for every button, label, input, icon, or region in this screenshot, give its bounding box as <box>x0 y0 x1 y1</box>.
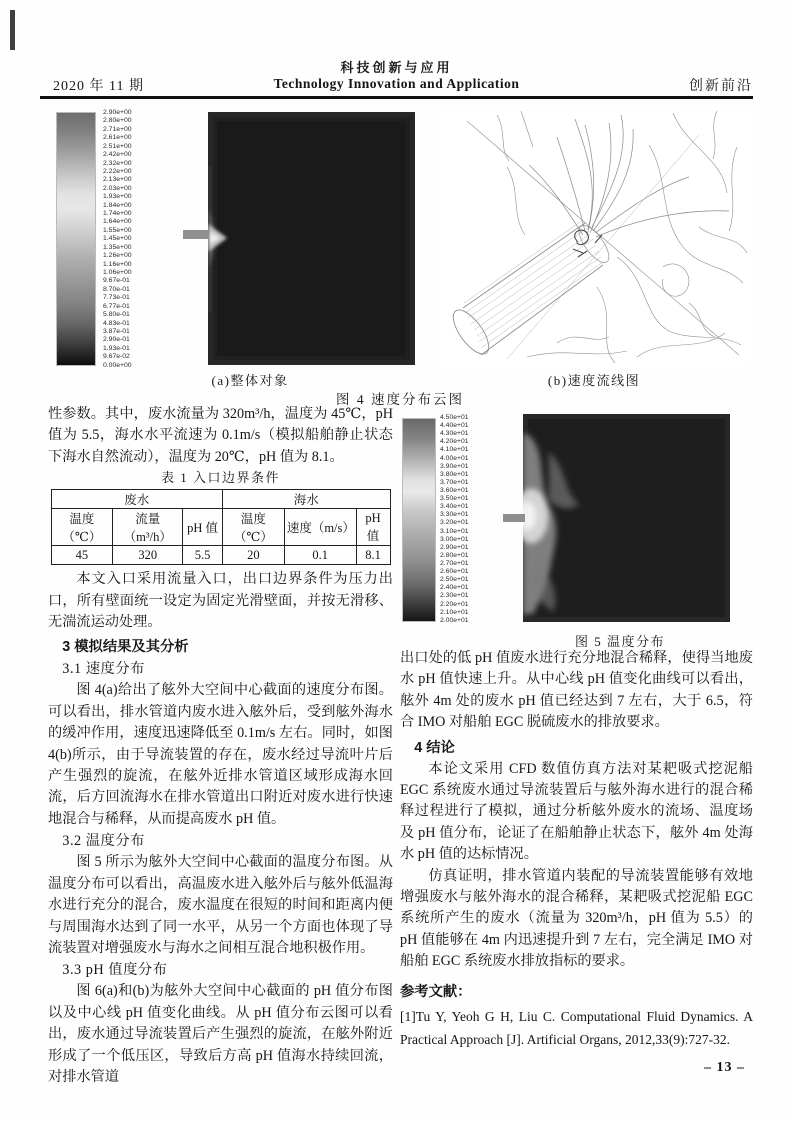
fig4a-colorbar-tick: 2.51e+00 <box>103 142 132 150</box>
fig4a-colorbar-tick: 5.80e-01 <box>103 311 130 319</box>
fig5-colorbar-tick: 4.40e+01 <box>440 422 469 430</box>
fig4b-streamline-plot <box>437 107 750 367</box>
fig4a-colorbar-tick: 2.03e+00 <box>103 184 132 192</box>
fig4a-colorbar-tick: 2.42e+00 <box>103 151 132 159</box>
table-header-cell: 速度（m/s） <box>284 509 356 546</box>
fig4a-colorbar-tick: 1.06e+00 <box>103 269 132 277</box>
fig4a-colorbar-tick: 1.93e+00 <box>103 193 132 201</box>
fig5-colorbar-tick: 3.70e+01 <box>440 478 469 486</box>
fig5-colorbar-tick: 3.80e+01 <box>440 470 469 478</box>
paragraph: 本论文采用 CFD 数值仿真方法对某耙吸式挖泥船 EGC 系统废水通过导流装置后与舷外海水进行的混合稀释过程进行了模拟，通过分析舷外废水的流场、温度场及 pH 值分布，论证了在船舶静止状态下，舷外 4m 处海水 pH 值的达标情况。 <box>400 760 753 863</box>
fig5-colorbar-tick: 3.30e+01 <box>440 511 469 519</box>
table-header-cell: 流量（m³/h） <box>113 509 183 546</box>
header-rule <box>40 96 753 99</box>
fig4a-colorbar-tick: 8.70e-01 <box>103 285 130 293</box>
table-value-cell: 0.1 <box>284 546 356 565</box>
right-column <box>400 648 753 1051</box>
fig5-colorbar-tick: 4.20e+01 <box>440 438 469 446</box>
fig5-colorbar-tick: 2.40e+01 <box>440 584 469 592</box>
fig4a-colorbar-tick: 1.64e+00 <box>103 218 132 226</box>
fig5-colorbar-tick: 4.50e+01 <box>440 414 469 421</box>
table-row <box>51 509 390 546</box>
fig5-colorbar-tick: 3.10e+01 <box>440 527 469 535</box>
fig4a-colorbar-tick: 9.67e-01 <box>103 277 130 285</box>
section-heading-3-1: 3.1 速度分布 <box>62 661 145 678</box>
fig4a-colorbar-tick: 2.90e-01 <box>103 336 130 344</box>
header-column-name: 创新前沿 <box>689 79 753 94</box>
fig4a-colorbar-tick: 1.74e+00 <box>103 210 132 218</box>
table-value-cell: 8.1 <box>356 546 390 565</box>
fig5-colorbar-tick: 4.30e+01 <box>440 430 469 438</box>
paragraph: 图 4(a)给出了舷外大空间中心截面的速度分布图。可以看出，排水管道内废水进入舷外后，受到舷外海水的缓冲作用，速度迅速降低至 0.1m/s 左右。同时，如图 4(b)所示，由于导流装置的存在，废水经过导流叶片后产生强烈的旋流，在舷外近排水管道区域形成海水回流，后方回流海水在排水管道出口附近对废水进行快速地混合与稀释，从而提高废水 pH 值。 <box>48 682 393 827</box>
table-value-cell: 20 <box>222 546 284 565</box>
paragraph: 本文入口采用流量入口，出口边界条件为压力出口，所有壁面统一设定为固定光滑壁面，并按无滑移、无湍流运动处理。 <box>48 571 393 631</box>
fig4a-velocity-contour <box>208 112 415 365</box>
header-issue: 2020 年 11 期 <box>53 79 144 94</box>
reference-item: [1]Tu Y, Yeoh G H, Liu C. Computational Fluid Dynamics. A Practical Approach [J]. Artificial Organs, 2012,33(9):727-32. <box>400 1008 753 1047</box>
table-header-cell: 温度（℃） <box>222 509 284 546</box>
fig4a-colorbar-tick: 1.16e+00 <box>103 260 132 268</box>
fig4a-colorbar-tick: 2.80e+00 <box>103 117 132 125</box>
journal-title-en: Technology Innovation and Application <box>273 76 520 92</box>
fig5-caption: 图 5 温度分布 <box>574 634 665 649</box>
fig4a-discharge-pipe <box>183 230 209 239</box>
fig5-colorbar <box>402 418 436 622</box>
fig5-colorbar-tick: 2.10e+01 <box>440 608 469 616</box>
fig5-colorbar-tick: 2.60e+01 <box>440 568 469 576</box>
table-row <box>51 546 390 565</box>
table1-caption: 表 1 入口边界条件 <box>160 470 280 486</box>
table-header-cell: 温度（℃） <box>51 509 113 546</box>
fig5-colorbar-tick: 2.50e+01 <box>440 576 469 584</box>
fig5-colorbar-tick: 2.80e+01 <box>440 551 469 559</box>
fig4a-colorbar-tick: 1.55e+00 <box>103 226 132 234</box>
fig4a-colorbar-tick: 3.87e-01 <box>103 327 130 335</box>
table-header-cell: pH 值 <box>356 509 390 546</box>
fig4a-colorbar-tick: 7.73e-01 <box>103 294 130 302</box>
table-group-seawater: 海水 <box>222 490 390 509</box>
fig4a-colorbar-tick: 6.77e-01 <box>103 302 130 310</box>
fig4a-colorbar-tick: 4.83e-01 <box>103 319 130 327</box>
journal-title-cn: 科技创新与应用 <box>340 60 453 75</box>
fig5-colorbar-tick: 3.90e+01 <box>440 462 469 470</box>
fig4a-colorbar-tick: 2.90e+00 <box>103 109 132 116</box>
fig4a-colorbar-ticks <box>103 109 163 369</box>
scan-artifact-mark <box>10 10 15 50</box>
fig5-temperature-contour <box>523 414 730 622</box>
fig4a-colorbar-tick: 0.00e+00 <box>103 361 132 369</box>
fig4a-colorbar <box>56 112 96 366</box>
fig4a-colorbar-tick: 1.93e-01 <box>103 344 130 352</box>
table1-boundary-conditions <box>51 489 391 565</box>
fig5-colorbar-tick: 2.30e+01 <box>440 592 469 600</box>
section-heading-3-3: 3.3 pH 值度分布 <box>62 962 168 979</box>
fig5-colorbar-ticks <box>440 414 500 624</box>
fig5-colorbar-tick: 3.40e+01 <box>440 503 469 511</box>
references-heading: 参考文献： <box>400 983 472 1000</box>
table-group-wastewater: 废水 <box>51 490 222 509</box>
table-value-cell: 45 <box>51 546 113 565</box>
fig4a-colorbar-tick: 2.13e+00 <box>103 176 132 184</box>
table-value-cell: 320 <box>113 546 183 565</box>
fig4-caption: 图 4 速度分布云图 <box>336 392 464 407</box>
fig5-colorbar-tick: 2.00e+01 <box>440 616 469 624</box>
page-number: – 13 – <box>704 1060 745 1075</box>
fig5-colorbar-tick: 2.20e+01 <box>440 600 469 608</box>
fig4a-colorbar-tick: 1.84e+00 <box>103 201 132 209</box>
section-heading-3: 3 模拟结果及其分析 <box>62 639 189 656</box>
fig4a-caption: (a)整体对象 <box>211 373 289 388</box>
left-column <box>48 404 393 1088</box>
paragraph: 仿真证明，排水管道内装配的导流装置能够有效地增强废水与舷外海水的混合稀释，某耙吸式挖泥船 EGC 系统所产生的废水（流量为 320m³/h，pH 值为 5.5）的 pH 值能够在 4m 内迅速提升到 7 左右，完全满足 IMO 对船舶 EGC 系统废水排放指标的要求。 <box>400 867 753 970</box>
table-value-cell: 5.5 <box>183 546 223 565</box>
fig4a-colorbar-tick: 1.26e+00 <box>103 252 132 260</box>
fig5-colorbar-tick: 3.20e+01 <box>440 519 469 527</box>
fig5-colorbar-tick: 3.50e+01 <box>440 495 469 503</box>
paragraph: 图 5 所示为舷外大空间中心截面的温度分布图。从温度分布可以看出，高温废水进入舷外后与舷外低温海水进行充分的混合，废水温度在很短的时间和距离内便与周围海水达到了同一水平，从另一个方面也体现了导流装置对增强废水与海水之间相互混合地积极作用。 <box>48 854 393 956</box>
fig4a-colorbar-tick: 9.67e-02 <box>103 353 130 361</box>
fig5-colorbar-tick: 3.60e+01 <box>440 486 469 494</box>
paragraph: 出口处的低 pH 值废水进行充分地混合稀释，使得当地废水 pH 值快速上升。从中心线 pH 值变化曲线可以看出，舷外 4m 处的废水 pH 值已经达到 7 左右，大于 6.5，符合 IMO 对船舶 EGC 脱硫废水的排放要求。 <box>400 650 753 731</box>
paragraph: 性参数。其中，废水流量为 320m³/h，温度为 45℃，pH 值为 5.5，海水水平流速为 0.1m/s（模拟船舶静止状态下海水自然流动），温度为 20℃，pH 值为 8.1。 <box>48 406 393 465</box>
table-header-cell: pH 值 <box>183 509 223 546</box>
table-row <box>51 490 390 509</box>
fig5-colorbar-tick: 2.70e+01 <box>440 559 469 567</box>
fig5-colorbar-tick: 4.00e+01 <box>440 454 469 462</box>
fig5-colorbar-tick: 3.00e+01 <box>440 535 469 543</box>
section-heading-4: 4 结论 <box>414 739 455 756</box>
fig4a-colorbar-tick: 2.32e+00 <box>103 159 132 167</box>
section-heading-3-2: 3.2 温度分布 <box>62 833 145 850</box>
fig4a-colorbar-tick: 1.45e+00 <box>103 235 132 243</box>
header-journal-title <box>0 60 793 93</box>
fig4b-caption: (b)速度流线图 <box>547 373 641 388</box>
fig4a-colorbar-tick: 2.71e+00 <box>103 125 132 133</box>
fig5-discharge-pipe <box>503 514 525 522</box>
fig5-colorbar-tick: 2.90e+01 <box>440 543 469 551</box>
fig4a-colorbar-tick: 2.22e+00 <box>103 167 132 175</box>
paragraph: 图 6(a)和(b)为舷外大空间中心截面的 pH 值分布图以及中心线 pH 值变化曲线。从 pH 值分布云图可以看出，废水通过导流装置后产生强烈的旋流，在舷外附近形成了一个低压区，导致后方高 pH 值海水持续回流，对排水管道 <box>48 983 393 1085</box>
fig4a-colorbar-tick: 1.35e+00 <box>103 243 132 251</box>
fig5-colorbar-tick: 4.10e+01 <box>440 446 469 454</box>
fig4a-colorbar-tick: 2.61e+00 <box>103 134 132 142</box>
